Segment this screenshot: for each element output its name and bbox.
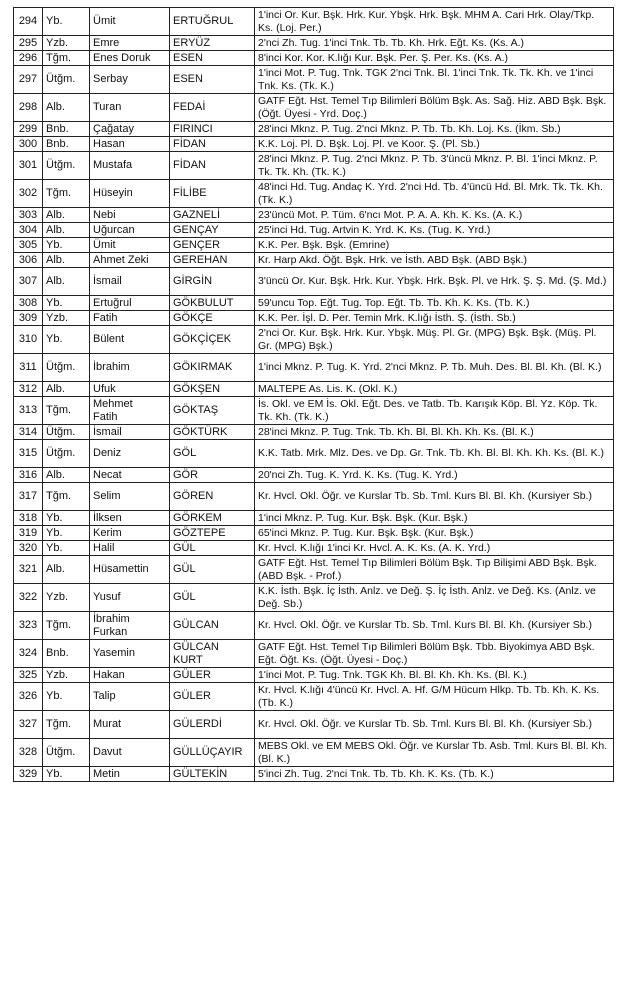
rank-cell: Tğm. — [43, 612, 90, 640]
unit-assignment-cell: 2'nci Zh. Tug. 1'inci Tnk. Tb. Tb. Kh. Hrk. Eğt. Ks. (Ks. A.) — [255, 36, 614, 51]
table-row — [14, 526, 614, 541]
surname-cell: GÖR — [170, 468, 255, 483]
rank-cell: Tğm. — [43, 397, 90, 425]
row-number: 318 — [14, 511, 43, 526]
first-name-cell: Ufuk — [90, 382, 170, 397]
first-name-cell: İlksen — [90, 511, 170, 526]
surname-cell: FEDAİ — [170, 94, 255, 122]
unit-assignment-cell: MALTEPE As. Lis. K. (Okl. K.) — [255, 382, 614, 397]
surname-cell: GÜLER — [170, 683, 255, 711]
first-name-cell: Ümit — [90, 238, 170, 253]
row-number: 327 — [14, 711, 43, 739]
rank-cell: Alb. — [43, 556, 90, 584]
first-name-cell: Hüsamettin — [90, 556, 170, 584]
table-row — [14, 354, 614, 382]
table-row — [14, 268, 614, 296]
first-name-cell: Mustafa — [90, 152, 170, 180]
row-number: 295 — [14, 36, 43, 51]
table-row — [14, 8, 614, 36]
table-row — [14, 425, 614, 440]
surname-cell: GÜLERDİ — [170, 711, 255, 739]
unit-assignment-cell: GATF Eğt. Hst. Temel Tıp Bilimleri Bölüm Bşk. Tıp Bilişimi ABD Bşk. Bşk. (ABD Bşk. - Prof.) — [255, 556, 614, 584]
row-number: 317 — [14, 483, 43, 511]
first-name-cell: İsmail — [90, 425, 170, 440]
row-number: 328 — [14, 739, 43, 767]
first-name-cell: Fatih — [90, 311, 170, 326]
first-name-cell: Serbay — [90, 66, 170, 94]
row-number: 300 — [14, 137, 43, 152]
rank-cell: Yzb. — [43, 584, 90, 612]
unit-assignment-cell: 2'nci Or. Kur. Bşk. Hrk. Kur. Ybşk. Müş. Pl. Gr. (MPG) Bşk. Bşk. (Müş. Pl. Gr. (MPG) Bşk.) — [255, 326, 614, 354]
unit-assignment-cell: 8'inci Kor. Kor. K.lığı Kur. Bşk. Per. Ş. Per. Ks. (Ks. A.) — [255, 51, 614, 66]
row-number: 329 — [14, 767, 43, 782]
surname-cell: GÖRKEM — [170, 511, 255, 526]
personnel-list-page — [13, 7, 613, 782]
first-name-cell: Hasan — [90, 137, 170, 152]
row-number: 301 — [14, 152, 43, 180]
surname-cell: GÜLCAN KURT — [170, 640, 255, 668]
table-row — [14, 668, 614, 683]
table-row — [14, 51, 614, 66]
rank-cell: Bnb. — [43, 137, 90, 152]
surname-cell: GÜLTEKİN — [170, 767, 255, 782]
unit-assignment-cell: 1'inci Mot. P. Tug. Tnk. TGK 2'nci Tnk. Bl. 1'inci Tnk. Tk. Tk. Kh. ve 1'inci Tnk. Ks. (Tk. K.) — [255, 66, 614, 94]
unit-assignment-cell: Kr. Hvcl. Okl. Öğr. ve Kurslar Tb. Sb. Tml. Kurs Bl. Bl. Kh. (Kursiyer Sb.) — [255, 612, 614, 640]
rank-cell: Alb. — [43, 208, 90, 223]
first-name-cell: Bülent — [90, 326, 170, 354]
rank-cell: Alb. — [43, 382, 90, 397]
personnel-table — [13, 7, 614, 782]
surname-cell: GEREHAN — [170, 253, 255, 268]
table-row — [14, 296, 614, 311]
row-number: 299 — [14, 122, 43, 137]
row-number: 310 — [14, 326, 43, 354]
unit-assignment-cell: MEBS Okl. ve EM MEBS Okl. Öğr. ve Kurslar Tb. Asb. Tml. Kurs Bl. Bl. Kh. (Bl. K.) — [255, 739, 614, 767]
row-number: 307 — [14, 268, 43, 296]
surname-cell: GÖKTAŞ — [170, 397, 255, 425]
row-number: 297 — [14, 66, 43, 94]
first-name-cell: İbrahim — [90, 354, 170, 382]
surname-cell: ERTUĞRUL — [170, 8, 255, 36]
first-name-cell: Ümit — [90, 8, 170, 36]
first-name-cell: Kerim — [90, 526, 170, 541]
row-number: 311 — [14, 354, 43, 382]
surname-cell: GENÇER — [170, 238, 255, 253]
row-number: 322 — [14, 584, 43, 612]
rank-cell: Yb. — [43, 326, 90, 354]
surname-cell: GÖREN — [170, 483, 255, 511]
unit-assignment-cell: 3'üncü Or. Kur. Bşk. Hrk. Kur. Ybşk. Hrk. Bşk. Pl. ve Hrk. Ş. Ş. Md. (Ş. Md.) — [255, 268, 614, 296]
unit-assignment-cell: 48'inci Hd. Tug. Andaç K. Yrd. 2'nci Hd. Tb. 4'üncü Hd. Bl. Mrk. Tk. Tk. Kh. (Tk. K.) — [255, 180, 614, 208]
unit-assignment-cell: 65'inci Mknz. P. Tug. Kur. Bşk. Bşk. (Kur. Bşk.) — [255, 526, 614, 541]
rank-cell: Yzb. — [43, 668, 90, 683]
unit-assignment-cell: GATF Eğt. Hst. Temel Tıp Bilimleri Bölüm Bşk. Tbb. Biyokimya ABD Bşk. Eğt. Öğt. Ks. (Öğt. Üyesi - Doç.) — [255, 640, 614, 668]
unit-assignment-cell: K.K. Per. Bşk. Bşk. (Emrine) — [255, 238, 614, 253]
first-name-cell: Necat — [90, 468, 170, 483]
row-number: 326 — [14, 683, 43, 711]
row-number: 320 — [14, 541, 43, 556]
row-number: 296 — [14, 51, 43, 66]
personnel-table-body — [14, 8, 614, 782]
rank-cell: Ütğm. — [43, 440, 90, 468]
first-name-cell: Metin — [90, 767, 170, 782]
unit-assignment-cell: Kr. Harp Akd. Öğt. Bşk. Hrk. ve İsth. ABD Bşk. (ABD Bşk.) — [255, 253, 614, 268]
rank-cell: Yzb. — [43, 311, 90, 326]
unit-assignment-cell: K.K. Per. İşl. D. Per. Temin Mrk. K.lığı İsth. Ş. (İsth. Sb.) — [255, 311, 614, 326]
surname-cell: GÜL — [170, 556, 255, 584]
table-row — [14, 468, 614, 483]
table-row — [14, 440, 614, 468]
surname-cell: GÖKÇE — [170, 311, 255, 326]
surname-cell: GÖKÇİÇEK — [170, 326, 255, 354]
row-number: 323 — [14, 612, 43, 640]
row-number: 314 — [14, 425, 43, 440]
rank-cell: Tğm. — [43, 180, 90, 208]
first-name-cell: Mehmet Fatih — [90, 397, 170, 425]
table-row — [14, 137, 614, 152]
rank-cell: Alb. — [43, 94, 90, 122]
rank-cell: Tğm. — [43, 51, 90, 66]
first-name-cell: Murat — [90, 711, 170, 739]
unit-assignment-cell: İs. Okl. ve EM İs. Okl. Eğt. Des. ve Tatb. Tb. Karışık Köp. Bl. Yz. Köp. Tk. Tk. Kh. (Tk. K.) — [255, 397, 614, 425]
first-name-cell: Yusuf — [90, 584, 170, 612]
first-name-cell: Turan — [90, 94, 170, 122]
rank-cell: Yb. — [43, 8, 90, 36]
unit-assignment-cell: 59'uncu Top. Eğt. Tug. Top. Eğt. Tb. Tb. Kh. K. Ks. (Tb. K.) — [255, 296, 614, 311]
first-name-cell: Hüseyin — [90, 180, 170, 208]
rank-cell: Yb. — [43, 541, 90, 556]
table-row — [14, 612, 614, 640]
row-number: 303 — [14, 208, 43, 223]
rank-cell: Bnb. — [43, 122, 90, 137]
table-row — [14, 739, 614, 767]
surname-cell: FIRINCI — [170, 122, 255, 137]
table-row — [14, 122, 614, 137]
surname-cell: GÖKTÜRK — [170, 425, 255, 440]
table-row — [14, 36, 614, 51]
unit-assignment-cell: 23'üncü Mot. P. Tüm. 6'ncı Mot. P. A. A. Kh. K. Ks. (A. K.) — [255, 208, 614, 223]
table-row — [14, 238, 614, 253]
row-number: 316 — [14, 468, 43, 483]
unit-assignment-cell: 1'inci Mknz. P. Tug. K. Yrd. 2'nci Mknz. P. Tb. Muh. Des. Bl. Bl. Kh. (Bl. K.) — [255, 354, 614, 382]
row-number: 308 — [14, 296, 43, 311]
rank-cell: Ütğm. — [43, 354, 90, 382]
surname-cell: ESEN — [170, 66, 255, 94]
table-row — [14, 683, 614, 711]
rank-cell: Yzb. — [43, 36, 90, 51]
unit-assignment-cell: 5'inci Zh. Tug. 2'nci Tnk. Tb. Tb. Kh. K. Ks. (Tb. K.) — [255, 767, 614, 782]
rank-cell: Ütğm. — [43, 425, 90, 440]
first-name-cell: Selim — [90, 483, 170, 511]
first-name-cell: İsmail — [90, 268, 170, 296]
table-row — [14, 711, 614, 739]
first-name-cell: Uğurcan — [90, 223, 170, 238]
unit-assignment-cell: 20'nci Zh. Tug. K. Yrd. K. Ks. (Tug. K. Yrd.) — [255, 468, 614, 483]
surname-cell: FİDAN — [170, 137, 255, 152]
surname-cell: GENÇAY — [170, 223, 255, 238]
row-number: 315 — [14, 440, 43, 468]
surname-cell: GÖKIRMAK — [170, 354, 255, 382]
surname-cell: FİDAN — [170, 152, 255, 180]
surname-cell: GÖL — [170, 440, 255, 468]
row-number: 302 — [14, 180, 43, 208]
surname-cell: GAZNELİ — [170, 208, 255, 223]
unit-assignment-cell: Kr. Hvcl. Okl. Öğr. ve Kurslar Tb. Sb. Tml. Kurs Bl. Bl. Kh. (Kursiyer Sb.) — [255, 483, 614, 511]
rank-cell: Ütğm. — [43, 739, 90, 767]
surname-cell: FİLİBE — [170, 180, 255, 208]
rank-cell: Yb. — [43, 511, 90, 526]
rank-cell: Yb. — [43, 238, 90, 253]
unit-assignment-cell: K.K. Loj. Pl. D. Bşk. Loj. Pl. ve Koor. Ş. (Pl. Sb.) — [255, 137, 614, 152]
unit-assignment-cell: 25'inci Hd. Tug. Artvin K. Yrd. K. Ks. (Tug. K. Yrd.) — [255, 223, 614, 238]
surname-cell: GÜLLÜÇAYIR — [170, 739, 255, 767]
table-row — [14, 397, 614, 425]
table-row — [14, 640, 614, 668]
first-name-cell: Davut — [90, 739, 170, 767]
first-name-cell: Nebi — [90, 208, 170, 223]
first-name-cell: Halil — [90, 541, 170, 556]
unit-assignment-cell: 28'inci Mknz. P. Tug. Tnk. Tb. Kh. Bl. Bl. Kh. Kh. Ks. (Bl. K.) — [255, 425, 614, 440]
surname-cell: GÜL — [170, 584, 255, 612]
rank-cell: Alb. — [43, 253, 90, 268]
unit-assignment-cell: GATF Eğt. Hst. Temel Tıp Bilimleri Bölüm Bşk. As. Sağ. Hiz. ABD Bşk. Bşk. (Öğt. Üyesi - Yrd. Doç.) — [255, 94, 614, 122]
row-number: 306 — [14, 253, 43, 268]
rank-cell: Yb. — [43, 767, 90, 782]
surname-cell: GÖZTEPE — [170, 526, 255, 541]
first-name-cell: Enes Doruk — [90, 51, 170, 66]
first-name-cell: Yasemin — [90, 640, 170, 668]
first-name-cell: Ahmet Zeki — [90, 253, 170, 268]
table-row — [14, 556, 614, 584]
rank-cell: Yb. — [43, 683, 90, 711]
table-row — [14, 66, 614, 94]
rank-cell: Yb. — [43, 526, 90, 541]
rank-cell: Alb. — [43, 223, 90, 238]
rank-cell: Yb. — [43, 296, 90, 311]
first-name-cell: Talip — [90, 683, 170, 711]
unit-assignment-cell: 1'inci Mot. P. Tug. Tnk. TGK Kh. Bl. Bl. Kh. Kh. Ks. (Bl. K.) — [255, 668, 614, 683]
table-row — [14, 208, 614, 223]
table-row — [14, 311, 614, 326]
table-row — [14, 483, 614, 511]
surname-cell: GÜLER — [170, 668, 255, 683]
rank-cell: Tğm. — [43, 711, 90, 739]
unit-assignment-cell: Kr. Hvcl. K.lığı 4'üncü Kr. Hvcl. A. Hf. G/M Hücum Hlkp. Tb. Tb. Kh. K. Ks. (Tb. K.) — [255, 683, 614, 711]
first-name-cell: İbrahim Furkan — [90, 612, 170, 640]
row-number: 319 — [14, 526, 43, 541]
row-number: 312 — [14, 382, 43, 397]
unit-assignment-cell: K.K. İsth. Bşk. İç İsth. Anlz. ve Değ. Ş. İç İsth. Anlz. ve Değ. Ks. (Anlz. ve Değ. Sb.) — [255, 584, 614, 612]
first-name-cell: Deniz — [90, 440, 170, 468]
surname-cell: GİRGİN — [170, 268, 255, 296]
row-number: 324 — [14, 640, 43, 668]
rank-cell: Alb. — [43, 268, 90, 296]
unit-assignment-cell: 28'inci Mknz. P. Tug. 2'nci Mknz. P. Tb. 3'üncü Mknz. P. Bl. 1'inci Mknz. P. Tk. Tk. Kh. (Tk. K.) — [255, 152, 614, 180]
row-number: 298 — [14, 94, 43, 122]
rank-cell: Ütğm. — [43, 66, 90, 94]
table-row — [14, 223, 614, 238]
surname-cell: ERYÜZ — [170, 36, 255, 51]
table-row — [14, 767, 614, 782]
unit-assignment-cell: Kr. Hvcl. Okl. Öğr. ve Kurslar Tb. Sb. Tml. Kurs Bl. Bl. Kh. (Kursiyer Sb.) — [255, 711, 614, 739]
table-row — [14, 584, 614, 612]
table-row — [14, 382, 614, 397]
table-row — [14, 253, 614, 268]
first-name-cell: Çağatay — [90, 122, 170, 137]
row-number: 313 — [14, 397, 43, 425]
unit-assignment-cell: 1'inci Mknz. P. Tug. Kur. Bşk. Bşk. (Kur. Bşk.) — [255, 511, 614, 526]
table-row — [14, 180, 614, 208]
table-row — [14, 152, 614, 180]
table-row — [14, 326, 614, 354]
row-number: 325 — [14, 668, 43, 683]
row-number: 305 — [14, 238, 43, 253]
surname-cell: GÜL — [170, 541, 255, 556]
row-number: 294 — [14, 8, 43, 36]
first-name-cell: Ertuğrul — [90, 296, 170, 311]
table-row — [14, 541, 614, 556]
unit-assignment-cell: K.K. Tatb. Mrk. Mlz. Des. ve Dp. Gr. Tnk. Tb. Kh. Bl. Bl. Kh. Kh. Ks. (Bl. K.) — [255, 440, 614, 468]
first-name-cell: Hakan — [90, 668, 170, 683]
table-row — [14, 511, 614, 526]
surname-cell: ESEN — [170, 51, 255, 66]
row-number: 309 — [14, 311, 43, 326]
rank-cell: Tğm. — [43, 483, 90, 511]
surname-cell: GÖKBULUT — [170, 296, 255, 311]
row-number: 304 — [14, 223, 43, 238]
row-number: 321 — [14, 556, 43, 584]
unit-assignment-cell: 1'inci Or. Kur. Bşk. Hrk. Kur. Ybşk. Hrk. Bşk. MHM A. Cari Hrk. Olay/Tkp. Ks. (Loj. Per.) — [255, 8, 614, 36]
table-row — [14, 94, 614, 122]
surname-cell: GÖKŞEN — [170, 382, 255, 397]
first-name-cell: Emre — [90, 36, 170, 51]
unit-assignment-cell: 28'inci Mknz. P. Tug. 2'nci Mknz. P. Tb. Tb. Kh. Loj. Ks. (İkm. Sb.) — [255, 122, 614, 137]
unit-assignment-cell: Kr. Hvcl. K.lığı 1'inci Kr. Hvcl. A. K. Ks. (A. K. Yrd.) — [255, 541, 614, 556]
surname-cell: GÜLCAN — [170, 612, 255, 640]
rank-cell: Alb. — [43, 468, 90, 483]
rank-cell: Bnb. — [43, 640, 90, 668]
rank-cell: Ütğm. — [43, 152, 90, 180]
